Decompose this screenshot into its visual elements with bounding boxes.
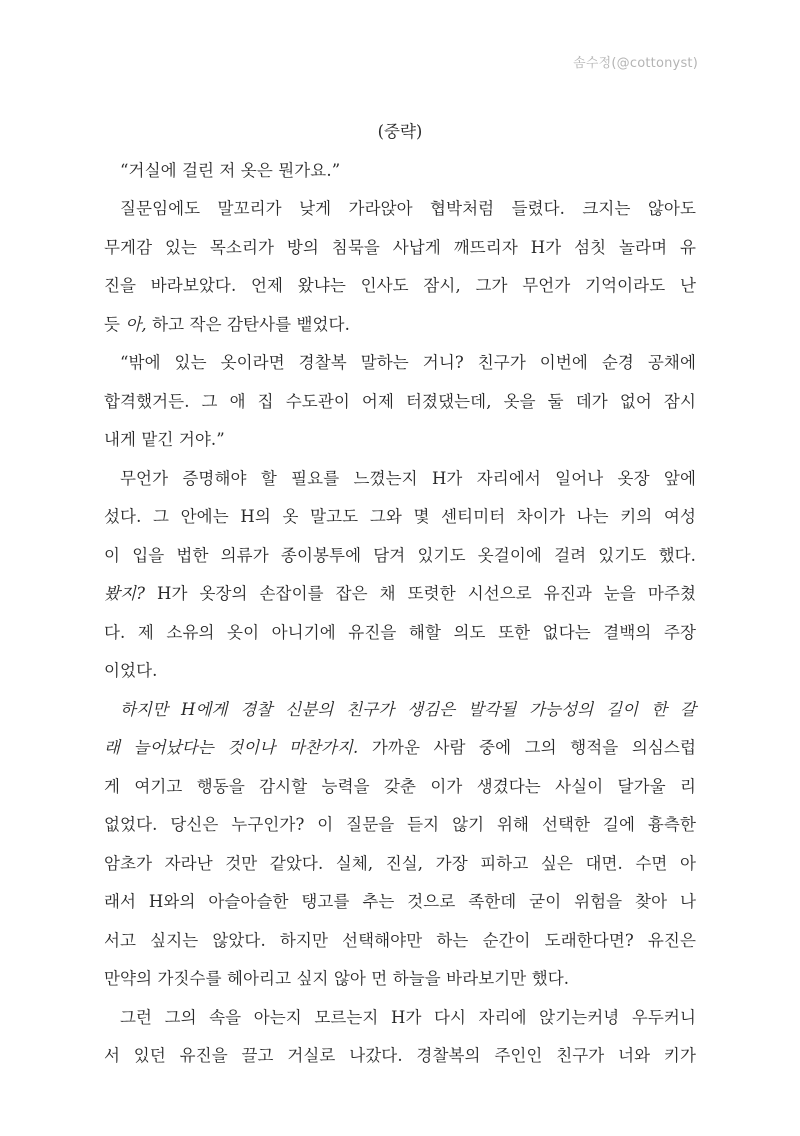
paragraph [104, 152, 696, 191]
text-line: 봤지? H가 옷장의 손잡이를 잡은 채 또렷한 시선으로 유진과 눈을 마주쳤 [104, 584, 696, 603]
text-line: 서고 싶지는 않았다. 하지만 선택해야만 하는 순간이 도래한다면? 유진은 [104, 930, 696, 950]
text-line: 무게감 있는 목소리가 방의 침묵을 사납게 깨뜨리자 H가 섬칫 놀라며 유 [104, 237, 696, 257]
text-line: 진을 바라보았다. 언제 왔냐는 인사도 잠시, 그가 무언가 기억이라도 난 [104, 276, 696, 295]
text-line: 없었다. 당신은 누구인가? 이 질문을 듣지 않기 위해 선택한 길에 흉측한 [104, 815, 696, 834]
text-line: 암초가 자라난 것만 같았다. 실체, 진실, 가장 피하고 싶은 대면. 수면 아 [104, 853, 696, 873]
text-line: 이었다. [104, 661, 158, 680]
text-line: 질문임에도 말꼬리가 낮게 가라앉아 협박처럼 들렸다. 크지는 않아도 [120, 199, 696, 218]
text-line: 만약의 가짓수를 헤아리고 싶지 않아 먼 하늘을 바라보기만 했다. [104, 969, 570, 988]
paragraph [104, 344, 696, 460]
text-line: 듯 아, 하고 작은 감탄사를 뱉었다. [104, 314, 350, 334]
text-line: “밖에 있는 옷이라면 경찰복 말하는 거니? 친구가 이번에 순경 공채에 [120, 353, 696, 372]
text-line: 래서 H와의 아슬아슬한 탱고를 추는 것으로 족한데 굳이 위험을 찾아 나 [104, 892, 696, 911]
text-line: “거실에 걸린 저 옷은 뭔가요.” [120, 160, 341, 180]
paragraph [104, 460, 696, 691]
paragraph [104, 691, 696, 999]
section-marker: (중략) [377, 122, 423, 141]
text-line: 그런 그의 속을 아는지 모르는지 H가 다시 자리에 앉기는커녕 우두커니 [120, 1007, 696, 1027]
page-body [104, 113, 696, 1076]
paragraph [104, 190, 696, 344]
text-line: 하지만 H에게 경찰 신분의 친구가 생김은 발각될 가능성의 길이 한 갈 [120, 699, 696, 719]
text-line: 이 입을 법한 의류가 종이봉투에 담겨 있기도 옷걸이에 걸려 있기도 했다. [104, 545, 696, 565]
text-line: 섰다. 그 안에는 H의 옷 말고도 그와 몇 센티미터 차이가 나는 키의 여성 [104, 507, 696, 526]
text-line: 다. 제 소유의 옷이 아니기에 유진을 해할 의도 또한 없다는 결백의 주장 [104, 622, 696, 642]
watermark: 솜수정(@cottonyst) [573, 56, 698, 71]
text-line: 래 늘어났다는 것이나 마찬가지. 가까운 사람 중에 그의 행적을 의심스럽 [104, 738, 696, 757]
text-line: 무언가 증명해야 할 필요를 느꼈는지 H가 자리에서 일어나 옷장 앞에 [120, 468, 696, 488]
text-line: 게 여기고 행동을 감시할 능력을 갖춘 이가 생겼다는 사실이 달가울 리 [104, 776, 696, 796]
paragraph-list [104, 152, 696, 1076]
text-line: 합격했거든. 그 애 집 수도관이 어제 터졌댔는데, 옷을 둘 데가 없어 잠시 [104, 391, 696, 411]
text-line: 서 있던 유진을 끌고 거실로 나갔다. 경찰복의 주인인 친구가 너와 키가 [104, 1046, 696, 1065]
paragraph [104, 999, 696, 1076]
text-line: 내게 맡긴 거야.” [104, 430, 225, 449]
